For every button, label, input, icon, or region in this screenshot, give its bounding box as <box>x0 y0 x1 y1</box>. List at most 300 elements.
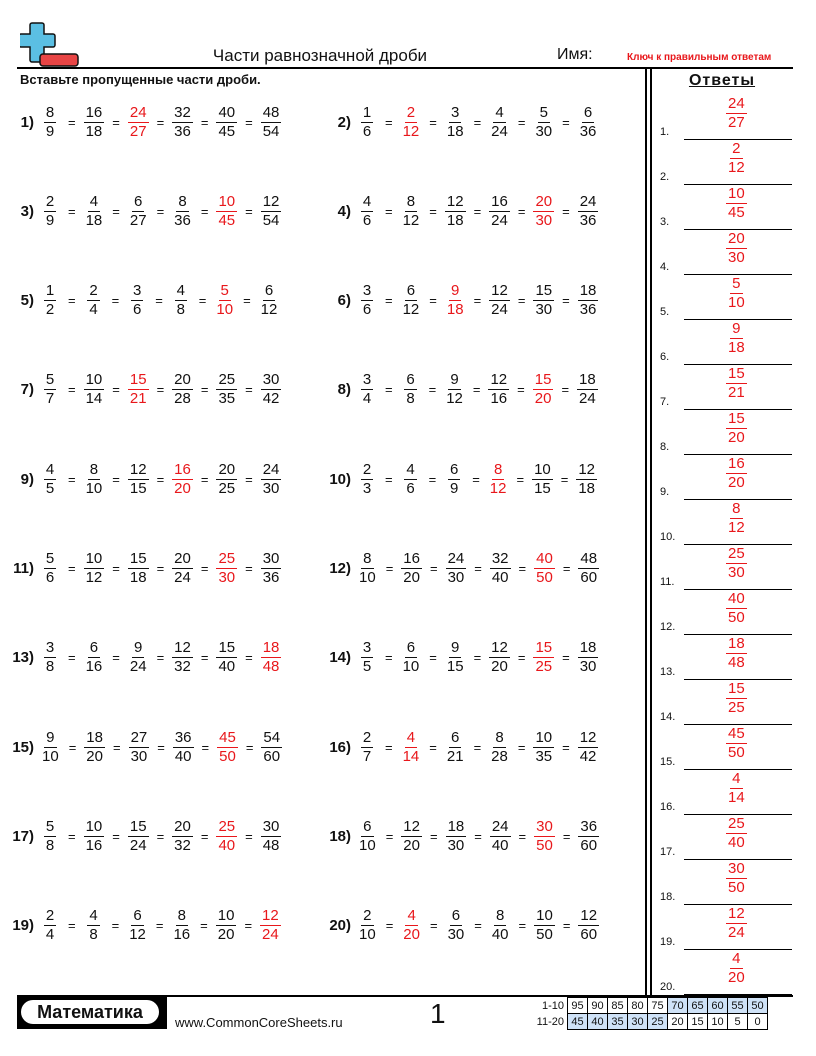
numerator: 25 <box>218 550 236 567</box>
equals-sign: = <box>198 293 207 309</box>
denominator: 24 <box>129 836 147 854</box>
answer-fraction <box>261 639 282 676</box>
numerator: 2 <box>45 192 55 210</box>
fraction <box>357 461 377 498</box>
numerator: 2 <box>406 103 416 121</box>
problem-number: 19) <box>12 917 34 935</box>
numerator: 5 <box>220 282 229 300</box>
numerator: 12 <box>262 192 280 210</box>
numerator: 6 <box>451 728 460 746</box>
denominator: 45 <box>218 122 236 140</box>
numerator: 3 <box>451 103 460 121</box>
numerator: 15 <box>218 639 236 657</box>
numerator: 6 <box>363 817 372 835</box>
denominator: 48 <box>262 658 280 676</box>
equals-sign: = <box>517 293 526 309</box>
fraction <box>576 461 597 498</box>
numerator: 12 <box>446 192 464 210</box>
numerator: 16 <box>403 550 420 567</box>
numerator: 15 <box>535 282 553 300</box>
equals-sign: = <box>245 114 253 130</box>
equals-sign: = <box>112 382 120 398</box>
denominator: 20 <box>728 474 745 491</box>
numerator: 4 <box>406 460 415 478</box>
fraction <box>357 282 377 319</box>
fraction <box>446 818 467 855</box>
answers-title: Ответы <box>688 72 756 89</box>
numerator: 32 <box>491 550 509 567</box>
denominator: 28 <box>491 747 508 765</box>
denominator: 10 <box>216 301 234 319</box>
denominator: 32 <box>174 836 191 854</box>
numerator: 10 <box>728 185 745 202</box>
answer-index: 3. <box>660 216 670 228</box>
denominator: 30 <box>447 569 465 586</box>
numerator: 36 <box>174 728 192 746</box>
answer-row-13 <box>660 635 792 680</box>
equals-sign: = <box>385 739 393 755</box>
header-divider <box>17 67 793 69</box>
fraction <box>401 818 422 855</box>
numerator: 18 <box>579 639 597 657</box>
numerator: 10 <box>534 460 551 478</box>
problem-18 <box>325 812 599 860</box>
numerator: 12 <box>491 639 508 657</box>
score-cell: 80 <box>628 998 648 1014</box>
denominator: 18 <box>728 339 745 356</box>
fraction <box>172 371 193 408</box>
problem-number: 6) <box>337 292 351 310</box>
denominator: 12 <box>402 122 420 140</box>
answer-row-10 <box>660 500 792 545</box>
fraction <box>533 104 554 141</box>
denominator: 48 <box>262 836 280 854</box>
fraction <box>129 729 150 766</box>
denominator: 50 <box>536 926 553 944</box>
problem-number: 15) <box>12 738 34 756</box>
denominator: 30 <box>535 122 553 140</box>
numerator: 8 <box>178 192 187 210</box>
numerator: 16 <box>174 460 191 478</box>
answer-fraction <box>726 770 747 807</box>
equals-sign: = <box>517 650 526 666</box>
fraction <box>40 104 60 141</box>
denominator: 60 <box>580 926 598 944</box>
numerator: 4 <box>45 460 55 478</box>
answer-index: 13. <box>660 666 676 678</box>
answer-fraction <box>726 320 747 357</box>
answer-fraction <box>726 950 747 987</box>
fraction <box>445 104 466 141</box>
equals-sign: = <box>155 918 164 934</box>
numerator: 20 <box>728 230 745 247</box>
equals-sign: = <box>562 918 571 934</box>
equals-sign: = <box>429 561 438 576</box>
denominator: 30 <box>447 836 465 854</box>
problem-6 <box>325 277 598 325</box>
equals-sign: = <box>385 293 393 309</box>
numerator: 27 <box>130 728 148 746</box>
denominator: 32 <box>174 658 191 676</box>
fraction <box>128 639 149 676</box>
fraction <box>40 550 60 587</box>
denominator: 24 <box>491 301 508 319</box>
numerator: 2 <box>45 907 55 925</box>
denominator: 10 <box>359 569 376 586</box>
denominator: 25 <box>728 699 745 716</box>
answer-fraction <box>216 550 237 587</box>
numerator: 3 <box>45 639 55 657</box>
equals-sign: = <box>156 203 165 219</box>
fraction <box>216 639 237 676</box>
denominator: 12 <box>402 211 420 229</box>
answer-row-9 <box>660 455 792 500</box>
numerator: 12 <box>579 728 597 746</box>
fraction <box>357 907 378 944</box>
answer-fraction <box>726 905 747 942</box>
numerator: 24 <box>491 817 509 835</box>
denominator: 12 <box>728 519 745 536</box>
equals-sign: = <box>156 561 165 576</box>
denominator: 45 <box>728 204 745 221</box>
numerator: 2 <box>362 728 372 746</box>
numerator: 5 <box>45 371 55 389</box>
numerator: 20 <box>174 550 191 567</box>
fraction <box>489 729 510 766</box>
answer-index: 17. <box>660 846 676 858</box>
numerator: 2 <box>362 460 372 478</box>
numerator: 3 <box>133 282 142 300</box>
numerator: 8 <box>45 103 55 121</box>
numerator: 30 <box>536 817 553 835</box>
score-cell: 70 <box>668 998 688 1014</box>
answer-fraction <box>726 635 747 672</box>
denominator: 4 <box>362 390 372 408</box>
score-cell: 65 <box>688 998 708 1014</box>
denominator: 7 <box>45 390 55 408</box>
numerator: 18 <box>86 728 103 746</box>
answer-index: 19. <box>660 936 676 948</box>
answer-index: 18. <box>660 891 676 903</box>
problem-10 <box>325 455 597 503</box>
denominator: 20 <box>403 836 420 854</box>
denominator: 27 <box>129 122 147 140</box>
problem-12 <box>325 545 599 593</box>
fraction <box>84 639 105 676</box>
answer-row-4 <box>660 230 792 275</box>
numerator: 16 <box>491 192 508 210</box>
problem-16 <box>325 723 598 771</box>
problem-17 <box>8 812 281 860</box>
denominator: 24 <box>491 211 508 229</box>
fraction <box>84 461 105 498</box>
answer-index: 8. <box>660 441 670 453</box>
denominator: 16 <box>85 658 103 676</box>
numerator: 6 <box>583 103 593 121</box>
score-cell: 45 <box>568 1014 588 1030</box>
answer-fraction <box>128 371 149 408</box>
equals-sign: = <box>200 650 209 666</box>
equals-sign: = <box>429 739 437 755</box>
numerator: 9 <box>134 639 143 657</box>
problem-number: 5) <box>20 292 34 310</box>
denominator: 24 <box>129 658 147 676</box>
fraction <box>401 193 422 230</box>
denominator: 8 <box>89 926 98 944</box>
answer-row-6 <box>660 320 792 365</box>
answer-row-15 <box>660 725 792 770</box>
fraction <box>84 104 105 141</box>
score-cell: 55 <box>728 998 748 1014</box>
fraction <box>128 550 149 587</box>
denominator: 30 <box>535 211 553 229</box>
score-range-label: 11-20 <box>536 1015 564 1028</box>
score-cell: 5 <box>728 1014 748 1030</box>
denominator: 50 <box>536 836 553 854</box>
denominator: 36 <box>174 122 191 140</box>
equals-sign: = <box>429 918 438 934</box>
denominator: 12 <box>402 301 420 319</box>
fraction <box>84 729 105 766</box>
answer-row-5 <box>660 275 792 320</box>
fraction <box>261 461 282 498</box>
numerator: 4 <box>89 192 99 210</box>
denominator: 25 <box>535 658 553 676</box>
problem-number: 4) <box>337 202 351 220</box>
equals-sign: = <box>156 828 165 844</box>
denominator: 50 <box>728 879 745 896</box>
score-cell: 40 <box>588 1014 608 1030</box>
answer-fraction <box>445 282 466 319</box>
numerator: 18 <box>447 817 465 835</box>
fraction <box>578 104 599 141</box>
score-cell: 10 <box>708 1014 728 1030</box>
equals-sign: = <box>385 114 393 130</box>
fraction <box>261 729 282 766</box>
denominator: 35 <box>218 390 236 408</box>
site-url: www.CommonCoreSheets.ru <box>175 1015 343 1030</box>
denominator: 9 <box>45 211 55 229</box>
numerator: 20 <box>174 817 191 835</box>
denominator: 14 <box>85 390 103 408</box>
denominator: 42 <box>262 390 280 408</box>
denominator: 40 <box>491 569 509 586</box>
numerator: 12 <box>578 460 596 478</box>
equals-sign: = <box>156 382 165 398</box>
denominator: 30 <box>262 479 280 497</box>
fraction <box>127 282 147 319</box>
problem-number: 14) <box>329 649 351 667</box>
fraction <box>578 729 599 766</box>
numerator: 5 <box>732 275 741 292</box>
numerator: 6 <box>264 282 274 300</box>
denominator: 24 <box>579 390 596 408</box>
denominator: 60 <box>580 569 598 586</box>
denominator: 4 <box>89 301 98 319</box>
equals-sign: = <box>474 561 482 576</box>
instructions: Вставьте пропущенные части дроби. <box>20 72 261 87</box>
score-cell: 75 <box>648 998 668 1014</box>
answer-index: 16. <box>660 801 676 813</box>
score-range-label: 1-10 <box>541 999 564 1012</box>
problem-20 <box>325 902 599 950</box>
answer-row-16 <box>660 770 792 815</box>
numerator: 45 <box>219 728 236 746</box>
equals-sign: = <box>561 382 570 398</box>
answer-fraction <box>401 907 422 944</box>
name-label: Имя: <box>557 46 593 63</box>
equals-sign: = <box>155 293 163 309</box>
fraction <box>533 282 554 319</box>
numerator: 54 <box>263 728 281 746</box>
denominator: 54 <box>262 122 280 140</box>
numerator: 24 <box>728 95 745 112</box>
answer-index: 15. <box>660 756 676 768</box>
equals-sign: = <box>428 382 437 398</box>
denominator: 6 <box>133 301 142 319</box>
denominator: 8 <box>45 836 55 854</box>
denominator: 6 <box>45 569 55 586</box>
denominator: 8 <box>45 658 55 676</box>
numerator: 12 <box>491 282 508 300</box>
answer-index: 10. <box>660 531 676 543</box>
answer-fraction <box>534 550 555 587</box>
answer-fraction <box>217 729 238 766</box>
equals-sign: = <box>244 918 253 934</box>
score-cell: 60 <box>708 998 728 1014</box>
denominator: 6 <box>362 301 372 319</box>
answer-fraction <box>726 725 747 762</box>
numerator: 4 <box>176 282 185 300</box>
answer-fraction <box>726 365 747 402</box>
equals-sign: = <box>385 382 393 398</box>
denominator: 21 <box>728 384 745 401</box>
answer-fraction <box>533 193 554 230</box>
denominator: 12 <box>446 390 463 408</box>
score-cell: 95 <box>568 998 588 1014</box>
problem-number: 7) <box>20 381 34 399</box>
fraction <box>444 461 464 498</box>
numerator: 4 <box>732 950 741 967</box>
numerator: 2 <box>363 907 372 925</box>
answer-fraction <box>726 230 747 267</box>
denominator: 42 <box>579 747 597 765</box>
fraction <box>84 550 105 587</box>
numerator: 40 <box>728 590 745 607</box>
equals-sign: = <box>429 650 437 666</box>
equals-sign: = <box>245 561 253 576</box>
score-table <box>526 997 768 1030</box>
answer-fraction <box>726 140 747 177</box>
equals-sign: = <box>68 739 77 755</box>
numerator: 9 <box>451 282 460 300</box>
denominator: 40 <box>728 834 745 851</box>
numerator: 6 <box>406 639 416 657</box>
fraction <box>446 550 467 587</box>
equals-sign: = <box>200 203 209 219</box>
fraction <box>578 193 599 230</box>
numerator: 8 <box>177 907 186 925</box>
denominator: 50 <box>728 609 745 626</box>
fraction <box>127 907 148 944</box>
equals-sign: = <box>472 382 481 398</box>
numerator: 30 <box>262 550 280 567</box>
numerator: 1 <box>45 282 55 300</box>
denominator: 8 <box>406 390 415 408</box>
problem-number: 17) <box>12 827 34 845</box>
fraction <box>171 282 191 319</box>
denominator: 40 <box>218 836 236 854</box>
denominator: 12 <box>85 569 103 586</box>
numerator: 4 <box>495 103 504 121</box>
numerator: 5 <box>45 817 55 835</box>
answer-fraction <box>726 680 747 717</box>
denominator: 16 <box>490 390 508 408</box>
numerator: 12 <box>580 907 598 925</box>
denominator: 20 <box>217 926 235 944</box>
denominator: 18 <box>85 122 103 140</box>
numerator: 8 <box>495 728 504 746</box>
equals-sign: = <box>428 471 437 487</box>
equals-sign: = <box>518 918 527 934</box>
problem-1 <box>8 98 281 146</box>
numerator: 30 <box>728 860 745 877</box>
problem-8 <box>325 366 598 414</box>
denominator: 27 <box>728 114 745 131</box>
answer-fraction <box>216 193 237 230</box>
score-cell: 35 <box>608 1014 628 1030</box>
equals-sign: = <box>200 828 209 844</box>
fraction <box>445 639 466 676</box>
fraction <box>357 729 377 766</box>
numerator: 25 <box>218 371 236 389</box>
fraction <box>84 371 105 408</box>
answer-index: 7. <box>660 396 670 408</box>
numerator: 10 <box>85 371 103 389</box>
fraction <box>172 818 193 855</box>
equals-sign: = <box>516 471 525 487</box>
equals-sign: = <box>562 561 571 576</box>
denominator: 12 <box>489 479 507 497</box>
equals-sign: = <box>112 114 120 130</box>
numerator: 45 <box>728 725 745 742</box>
numerator: 6 <box>450 460 459 478</box>
denominator: 21 <box>446 747 464 765</box>
denominator: 6 <box>362 122 372 140</box>
problem-number: 3) <box>20 202 34 220</box>
worksheet-title: Части равнозначной дроби <box>212 46 428 65</box>
fraction <box>216 104 237 141</box>
fraction <box>490 550 511 587</box>
fraction <box>172 193 193 230</box>
denominator: 15 <box>446 658 464 676</box>
problem-11 <box>8 545 281 593</box>
answer-fraction <box>726 410 747 447</box>
denominator: 5 <box>362 658 372 676</box>
equals-sign: = <box>156 471 165 487</box>
equals-sign: = <box>112 471 120 487</box>
problem-3 <box>8 187 281 235</box>
answer-row-18 <box>660 860 792 905</box>
fraction <box>171 907 192 944</box>
denominator: 20 <box>534 390 552 408</box>
denominator: 40 <box>218 658 236 676</box>
answer-column-divider <box>650 67 652 995</box>
numerator: 8 <box>732 500 741 517</box>
numerator: 3 <box>362 371 372 389</box>
equals-sign: = <box>200 561 209 576</box>
numerator: 15 <box>129 817 147 835</box>
